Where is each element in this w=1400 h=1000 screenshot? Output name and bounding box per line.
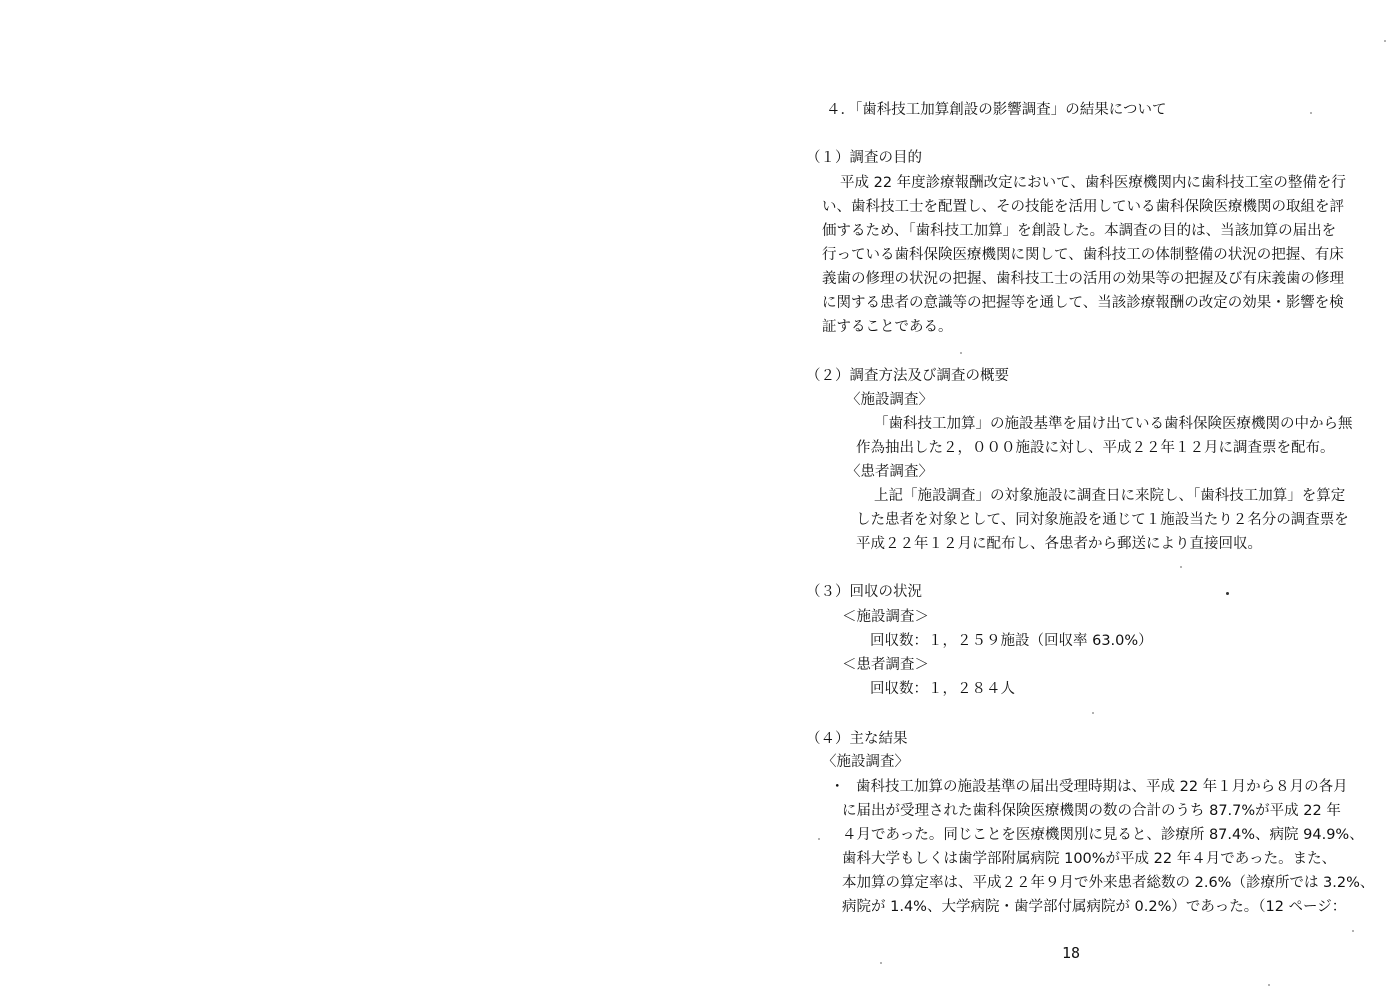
scan-speck <box>1268 984 1270 986</box>
scan-speck <box>1352 930 1354 932</box>
section-collection-heading: （３）回収の状況 <box>806 584 922 600</box>
method-patient-line: 上記「施設調査」の対象施設に調査日に来院し、「歯科技工加算」を算定 <box>874 488 1346 504</box>
method-facility-line: 「歯科技工加算」の施設基準を届け出ている歯科保険医療機関の中から無 <box>874 416 1353 432</box>
scan-speck <box>880 962 882 964</box>
scan-speck <box>1226 592 1229 595</box>
scan-speck <box>1384 40 1386 42</box>
scan-speck <box>818 838 820 840</box>
results-paragraph-line: 歯科技工加算の施設基準の届出受理時期は、平成 22 年１月から８月の各月 <box>856 779 1348 795</box>
method-patient-line: 平成２２年１２月に配布し、各患者から郵送により直接回収。 <box>856 536 1262 552</box>
results-paragraph-line: に届出が受理された歯科保険医療機関の数の合計のうち 87.7%が平成 22 年 <box>842 803 1341 819</box>
method-patient-label: 〈患者調査〉 <box>846 464 933 480</box>
scan-speck <box>1180 566 1182 568</box>
section-method-heading: （２）調査方法及び調査の概要 <box>806 368 1009 384</box>
collection-patient-value: 回収数：１，２８４人 <box>870 681 1015 697</box>
scan-speck <box>960 352 962 354</box>
page-number: 18 <box>1062 944 1081 962</box>
results-facility-label: 〈施設調査〉 <box>822 754 909 770</box>
method-facility-line: 作為抽出した２，０００施設に対し、平成２２年１２月に調査票を配布。 <box>856 440 1335 456</box>
purpose-paragraph-line: 証することである。 <box>822 319 953 335</box>
purpose-paragraph-line: 義歯の修理の状況の把握、歯科技工士の活用の効果等の把握及び有床義歯の修理 <box>822 271 1344 287</box>
collection-facility-label: ＜施設調査＞ <box>842 609 929 625</box>
purpose-paragraph-line: 行っている歯科保険医療機関に関して、歯科技工の体制整備の状況の把握、有床 <box>822 247 1344 263</box>
document-heading: ４．「歯科技工加算創設の影響調査」の結果について <box>826 102 1167 118</box>
purpose-paragraph-line: い、歯科技工士を配置し、その技能を活用している歯科保険医療機関の取組を評 <box>822 199 1344 215</box>
results-paragraph-line: 病院が 1.4%、大学病院・歯学部付属病院が 0.2%）であった。（12 ページ： <box>842 899 1347 915</box>
method-facility-label: 〈施設調査〉 <box>846 392 933 408</box>
method-patient-line: した患者を対象として、同対象施設を通じて１施設当たり２名分の調査票を <box>856 512 1349 528</box>
scan-speck <box>1092 712 1094 714</box>
purpose-paragraph-line: 平成 22 年度診療報酬改定において、歯科医療機関内に歯科技工室の整備を行 <box>840 175 1346 191</box>
collection-facility-value: 回収数：１，２５９施設（回収率 63.0%） <box>870 633 1153 649</box>
results-bullet: ・ <box>830 779 845 795</box>
scan-speck <box>1310 112 1312 114</box>
section-results-heading: （４）主な結果 <box>806 731 908 747</box>
results-paragraph-line: 本加算の算定率は、平成２２年９月で外来患者総数の 2.6%（診療所では 3.2%、 <box>842 875 1375 891</box>
collection-patient-label: ＜患者調査＞ <box>842 657 929 673</box>
purpose-paragraph-line: 価するため、「歯科技工加算」を創設した。本調査の目的は、当該加算の届出を <box>822 223 1337 239</box>
purpose-paragraph-line: に関する患者の意識等の把握等を通して、当該診療報酬の改定の効果・影響を検 <box>822 295 1344 311</box>
results-paragraph-line: ４月であった。同じことを医療機関別に見ると、診療所 87.4%、病院 94.9%、 <box>842 827 1364 843</box>
section-purpose-heading: （１）調査の目的 <box>806 150 922 166</box>
results-paragraph-line: 歯科大学もしくは歯学部附属病院 100%が平成 22 年４月であった。また、 <box>842 851 1337 867</box>
